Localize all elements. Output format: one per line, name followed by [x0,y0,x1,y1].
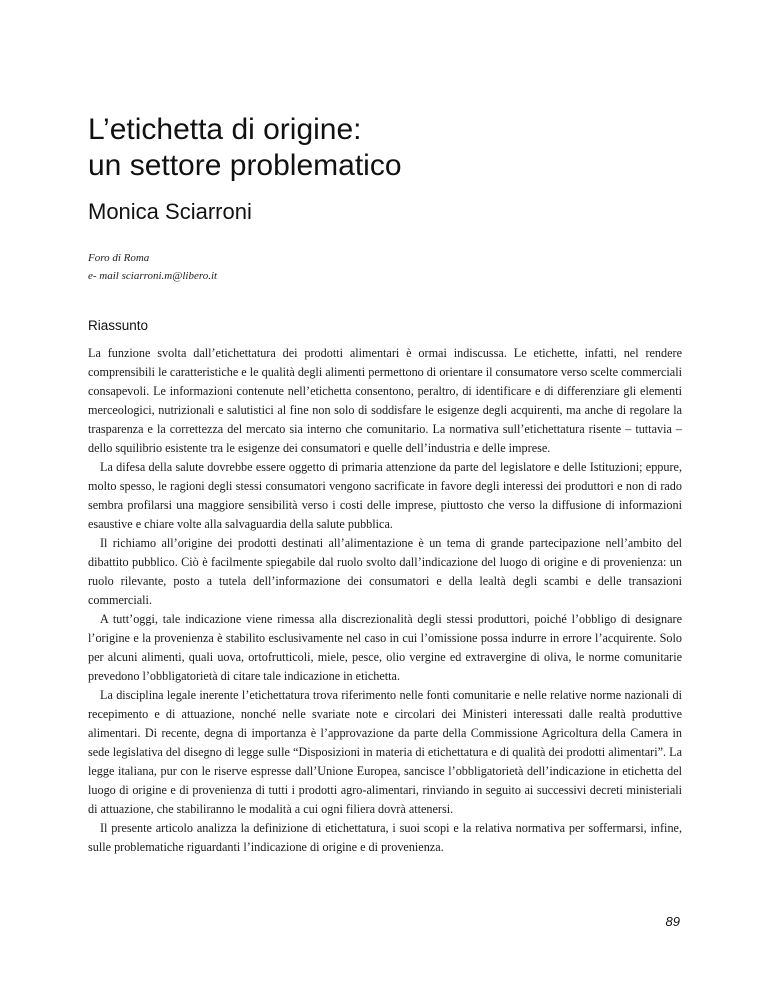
abstract-paragraph: Il richiamo all’origine dei prodotti destinati all’alimentazione è un tema di grande partecipazione nell’ambito del dibattito pubblico. Ciò è facilmente spiegabile dal ruolo svolto dall’indicazione del luogo di origine e di provenienza: un ruolo rilevante, posto a tutela dell’informazione dei consumatori e della lealtà degli scambi e delle transazioni commerciali. [88,536,682,607]
author-email: e- mail sciarroni.m@libero.it [88,270,218,282]
abstract-paragraph: A tutt’oggi, tale indicazione viene rimessa alla discrezionalità degli stessi produttori, poiché l’obbligo di designare l’origine e la provenienza è stabilito esclusivamente nel caso in cui l’omissione possa indurre in errore l’acquirente. Solo per alcuni alimenti, quali uova, ortofrutticoli, miele, pesce, olio vergine ed extravergine di oliva, le norme comunitarie prevedono l’obbligatorietà di citare tale indicazione in etichetta. [88,612,682,683]
abstract-heading: Riassunto [88,318,149,333]
abstract-paragraph: La difesa della salute dovrebbe essere oggetto di primaria attenzione da parte del legislatore e delle Istituzioni; eppure, molto spesso, le ragioni degli stessi consumatori vengono sacrificate in favore degli interessi dei produttori e non di rado sembra profilarsi una maggiore sensibilità verso i costi delle imprese, piuttosto che verso la diffusione di informazioni esaustive e chiare volte alla salvaguardia della salute pubblica. [88,460,682,531]
author-affiliation-block [88,249,217,285]
author-affiliation: Foro di Roma [88,252,150,264]
abstract-paragraph: La disciplina legale inerente l’etichettatura trova riferimento nelle fonti comunitarie e nelle relative norme nazionali di recepimento e di attuazione, nonché nelle svariate note e circolari dei Ministeri interessati dalle realtà produttive alimentari. Di recente, degna di importanza è l’approvazione da parte della Commissione Agricoltura della Camera in sede legislativa del disegno di legge sulle “Disposizioni in materia di etichettatura e di qualità dei prodotti alimentari”. La legge italiana, pur con le riserve espresse dall’Unione Europea, sancisce l’obbligatorietà dell’indicazione in etichetta del luogo di origine e di provenienza di tutti i prodotti agro-alimentari, rinviando in seguito ai successivi decreti ministeriali di attuazione, che stabiliranno le modalità a cui ogni filiera dovrà attenersi. [88,688,682,816]
article-title-line-1: L’etichetta di origine: [88,113,362,146]
abstract-paragraph: La funzione svolta dall’etichettatura dei prodotti alimentari è ormai indiscussa. Le etichette, infatti, nel rendere comprensibili le caratteristiche e le qualità degli alimenti permettono di orientare il consumatore verso scelte commerciali consapevoli. Le informazioni contenute nell’etichetta consentono, peraltro, di identificare e di differenziare gli elementi merceologici, nutrizionali e salutistici al fine non solo di soddisfare le esigenze degli acquirenti, ma anche di regolare la trasparenza e la correttezza del mercato sia interno che comunitario. La normativa sull’etichettatura risente – tuttavia – dello squilibrio esistente tra le esigenze dei consumatori e quelle dell’industria e delle imprese. [88,346,682,455]
article-title [88,112,688,184]
abstract-body [88,344,682,857]
abstract-paragraph: Il presente articolo analizza la definizione di etichettatura, i suoi scopi e la relativa normativa per soffermarsi, infine, sulle problematiche riguardanti l’indicazione di origine e di provenienza. [88,821,682,854]
author-name: Monica Sciarroni [88,199,252,224]
article-title-line-2: un settore problematico [88,149,402,182]
page-number: 89 [665,914,680,929]
